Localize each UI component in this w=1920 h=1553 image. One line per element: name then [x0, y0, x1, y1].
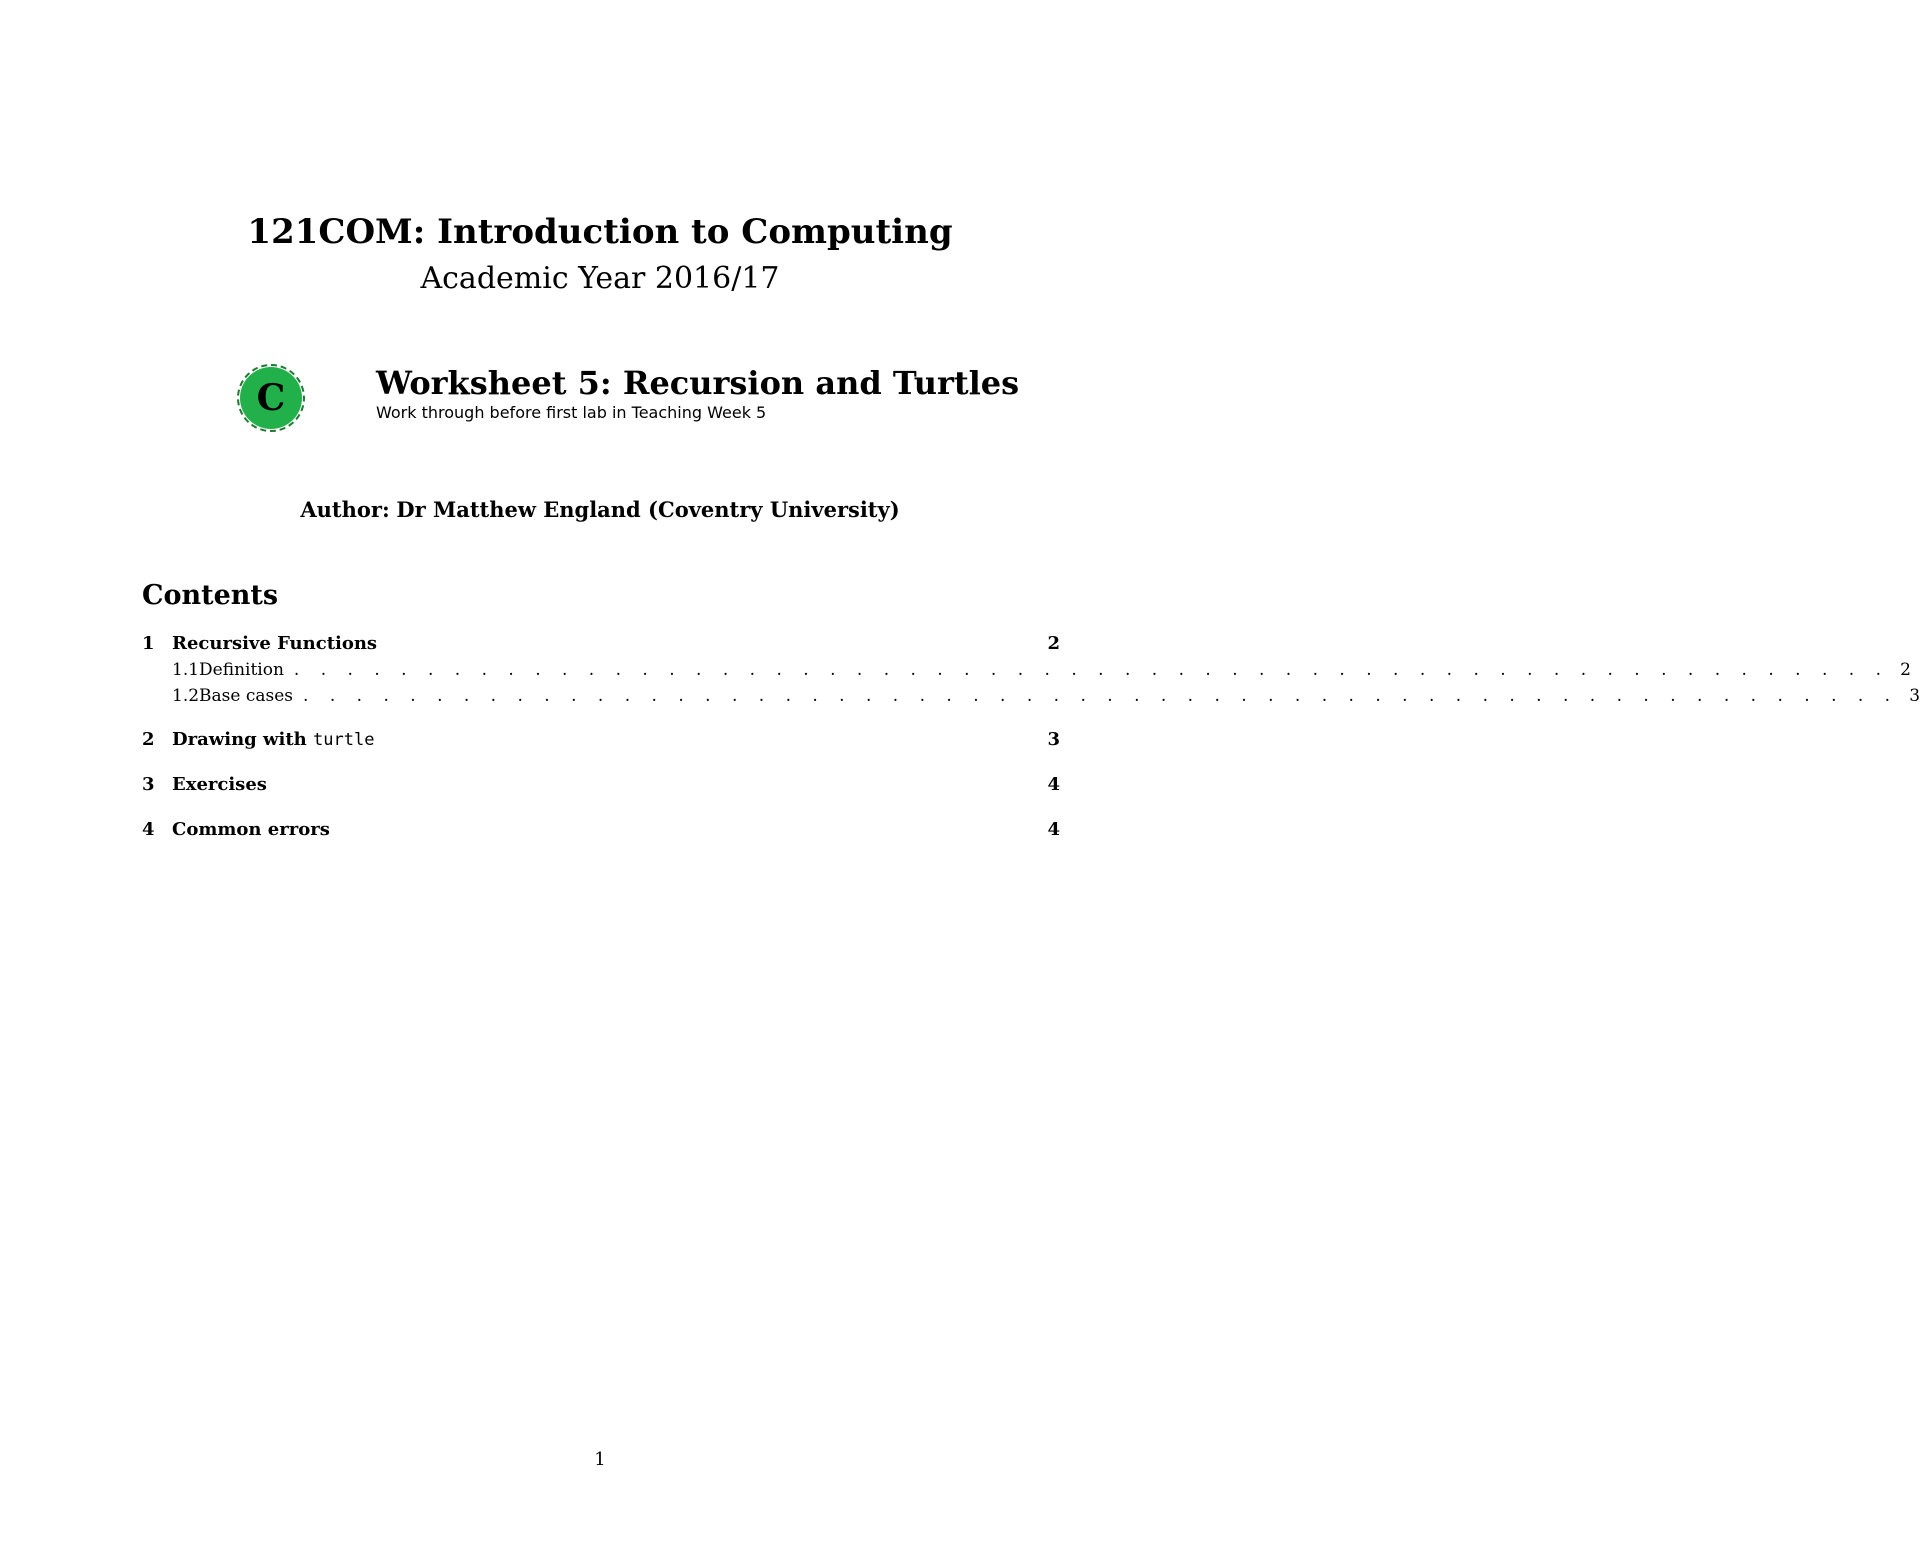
toc-page: 3 [1909, 686, 1920, 706]
toc-number: 1 [142, 633, 155, 654]
toc-label: Exercises [172, 774, 267, 795]
toc-number: 3 [142, 774, 155, 795]
worksheet-title: Worksheet 5: Recursion and Turtles [376, 364, 1020, 402]
page-number: 1 [594, 1449, 606, 1470]
worksheet-subtitle: Work through before first lab in Teaching Week 5 [376, 403, 767, 422]
toc-number: 1.2 [172, 686, 200, 706]
toc-label [172, 728, 374, 752]
toc-label-code: turtle [313, 730, 375, 750]
toc-entry[interactable] [142, 684, 1920, 708]
toc-label-text: Drawing with [172, 729, 307, 750]
worksheet-badge [237, 364, 305, 432]
toc-dot-leader: . . . . . . . . . . . . . . . . . . . . . . . . . . . . . . . . . . . . . . . . . . . . . . . . . . . . . . . . . . . . [293, 660, 1889, 680]
author-label: Author: [300, 497, 390, 522]
contents-heading: Contents [142, 580, 279, 611]
course-title: 121COM: Introduction to Computing [247, 212, 953, 252]
toc-page: 4 [1047, 819, 1060, 840]
toc-dot-leader: . . . . . . . . . . . . . . . . . . . . . . . . . . . . . . . . . . . . . . . . . . . . . . . . . . . . . . . . . . . . [303, 686, 1899, 706]
toc-entry[interactable] [142, 818, 1060, 842]
toc-label: Common errors [172, 819, 330, 840]
toc-page: 3 [1047, 729, 1060, 750]
author-line [0, 496, 1200, 524]
worksheet-badge-letter: C [240, 367, 302, 429]
toc-label: Definition [199, 660, 284, 680]
toc-number: 1.1 [172, 660, 200, 680]
toc-page: 2 [1047, 633, 1060, 654]
author-name: Dr Matthew England (Coventry University) [396, 497, 900, 522]
toc-entry[interactable] [142, 658, 1911, 682]
toc-number: 2 [142, 729, 155, 750]
toc-label: Base cases [199, 686, 294, 706]
toc-page: 4 [1047, 774, 1060, 795]
toc-label: Recursive Functions [172, 633, 378, 654]
toc-page: 2 [1900, 660, 1911, 680]
toc-number: 4 [142, 819, 155, 840]
toc-entry[interactable] [142, 632, 1060, 656]
toc-entry[interactable] [142, 728, 1060, 752]
toc-entry[interactable] [142, 773, 1060, 797]
academic-year: Academic Year 2016/17 [420, 261, 780, 296]
